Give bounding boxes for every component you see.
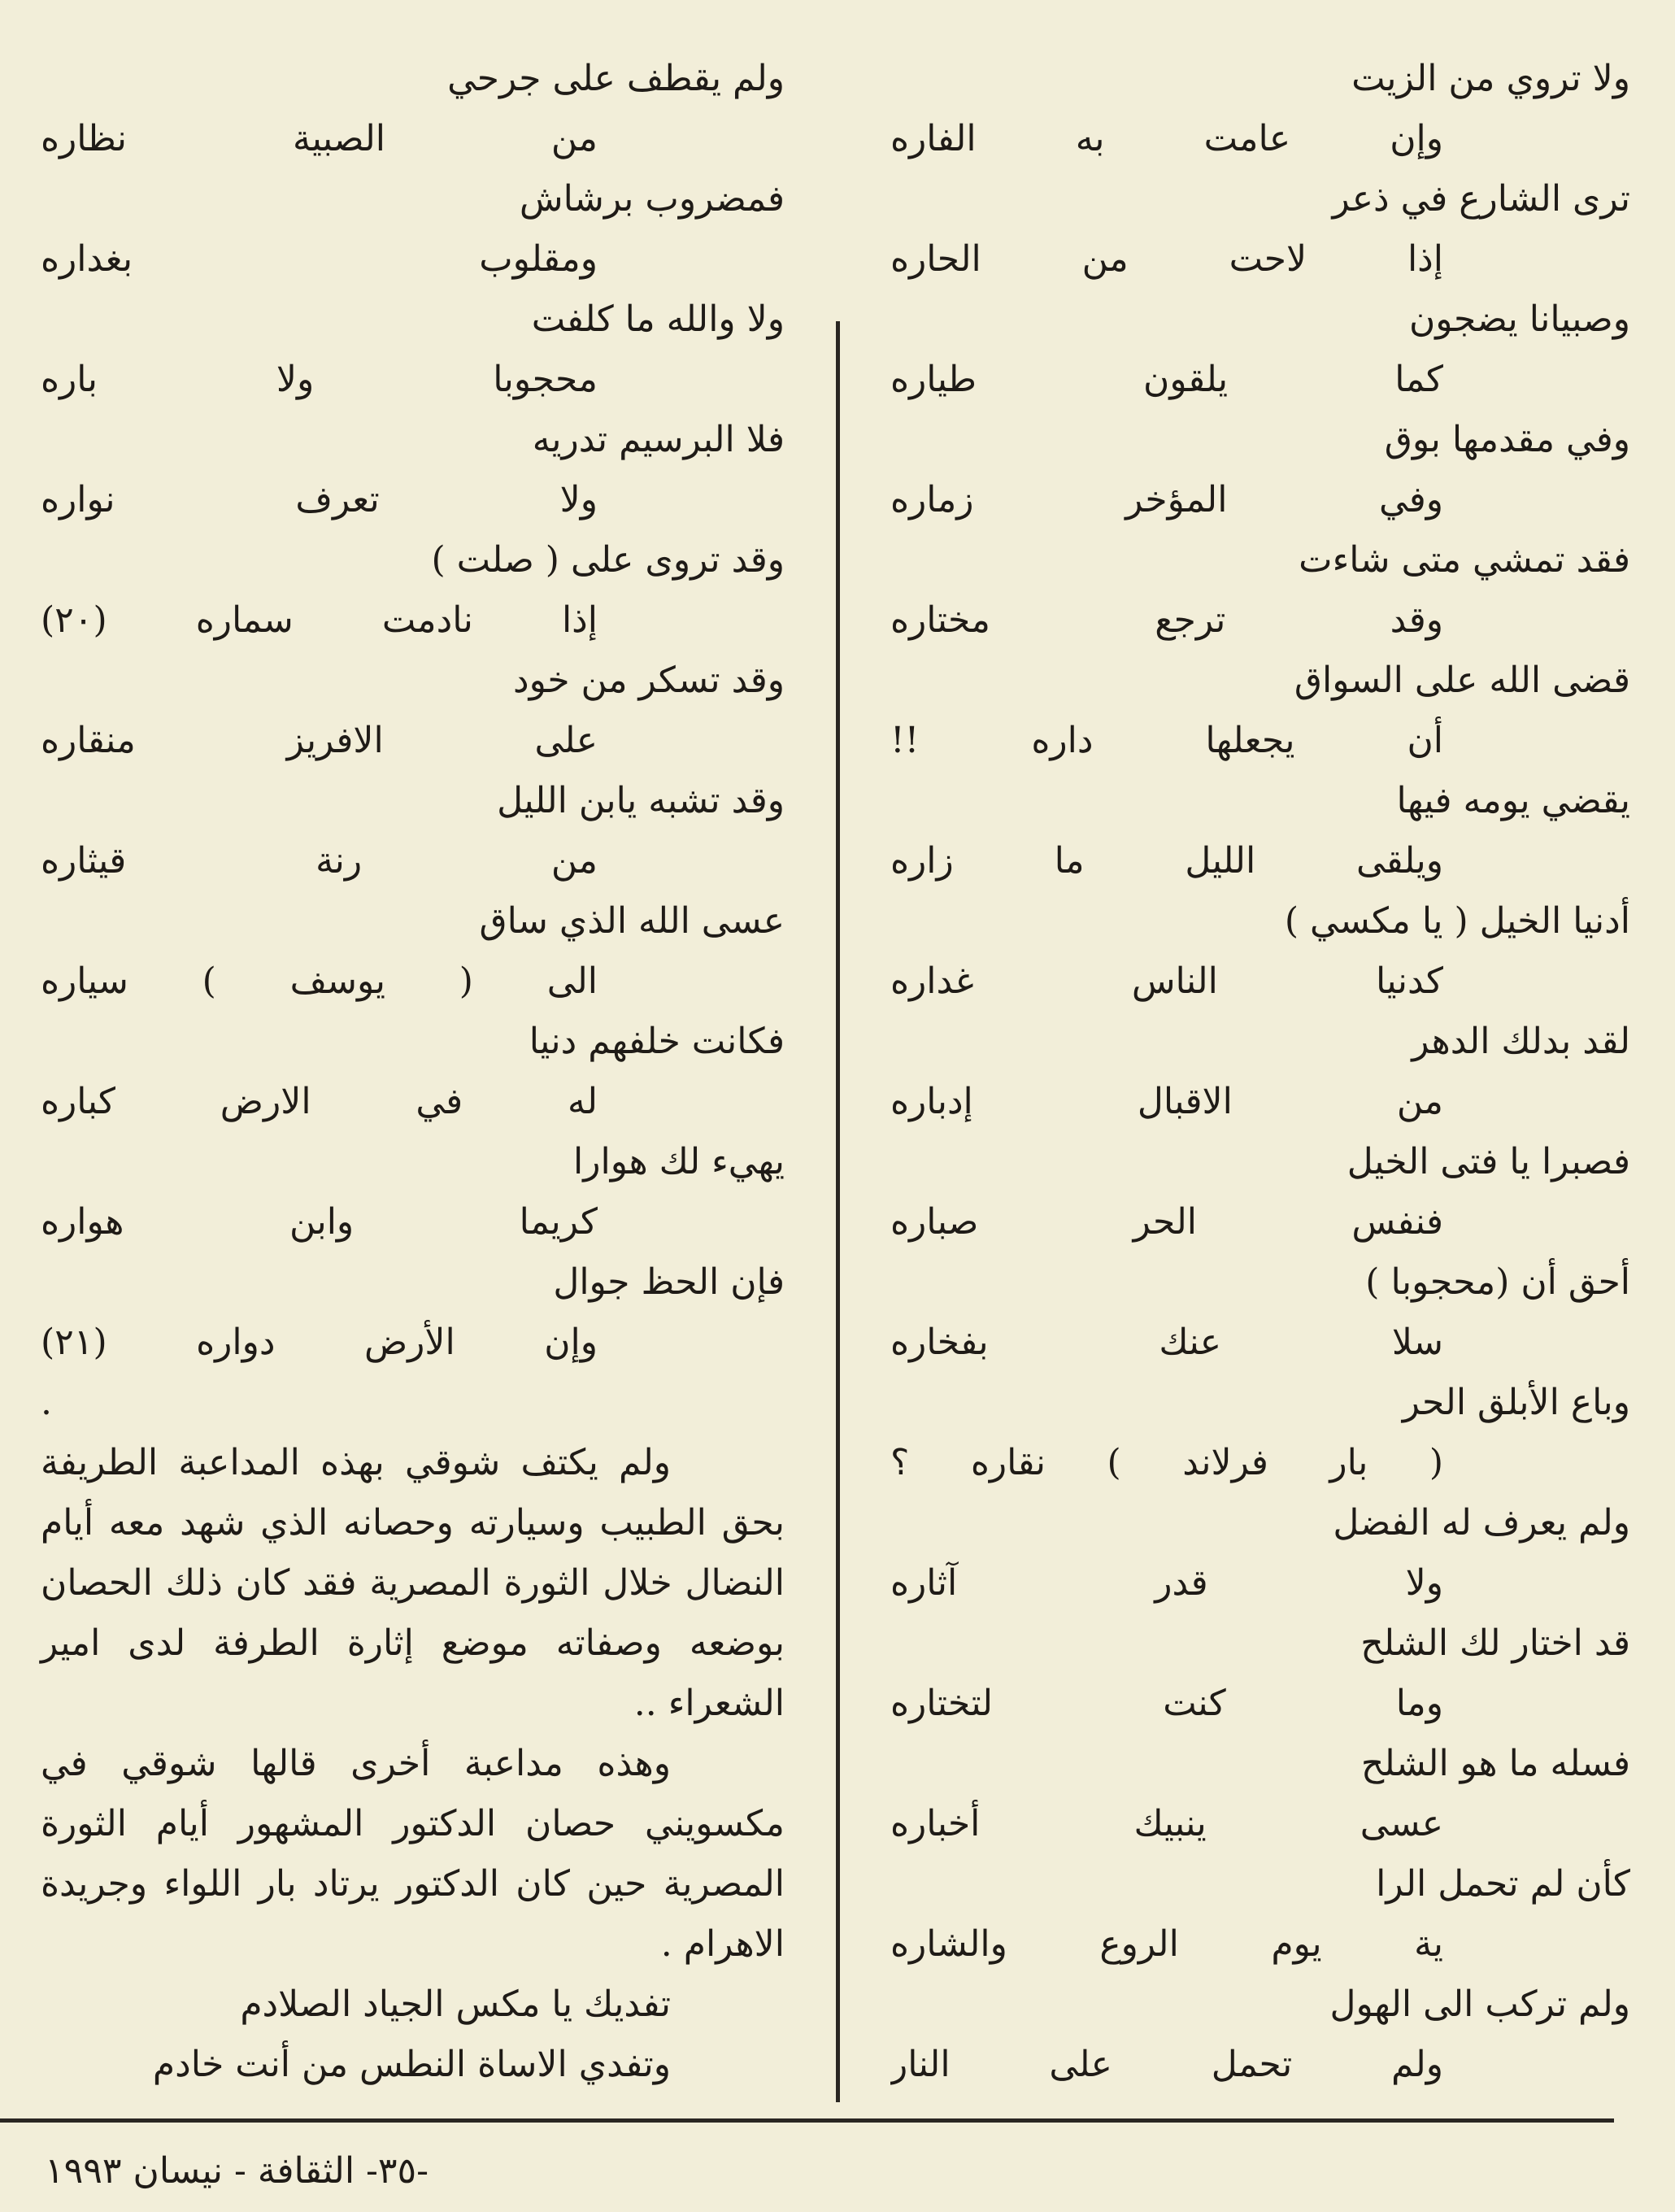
verse-first-hemistich: يهيء لك هوارا [573,1141,785,1182]
verse-first-hemistich: وقد تسكر من خود [513,660,785,701]
verse-second-hemistich: كريما وابن هواره [41,1201,598,1243]
verse-couplet [890,49,1630,169]
verse-second-hemistich: إذا لاحت من الحاره [890,238,1443,280]
verse-second-hemistich: ولا قدر آثاره [890,1562,1443,1604]
prose-block [41,1433,785,2095]
right-column [890,49,1630,2095]
verse-couplet [41,651,785,771]
verse-first-hemistich: فسله ما هو الشلح [1360,1743,1630,1784]
verse-first-hemistich: ترى الشارع في ذعر [1332,178,1630,220]
verse-couplet [890,410,1630,530]
verse-first-hemistich: وقد تروى على ( صلت ) [431,539,785,581]
verse-couplet [890,1613,1630,1734]
verse-second-hemistich: من رنة قيثاره [41,840,598,882]
verse-second-hemistich: وقد ترجع مختاره [890,599,1443,641]
verse-couplet [890,771,1630,891]
verse-first-hemistich: لقد بدلك الدهر [1412,1021,1630,1062]
page-footer: -٣٥- الثقافة - نيسان ١٩٩٣ [45,2150,429,2192]
verse-second-hemistich: ية يوم الروع والشاره [890,1923,1443,1965]
verse-couplet [41,771,785,891]
closing-verse-2: وتفدي الاساة النطس من أنت خادم [152,2044,671,2085]
verse-first-hemistich: وقد تشبه يابن الليل [497,780,785,821]
verse-couplet [890,290,1630,410]
verse-first-hemistich: ولا والله ما كلفت [531,298,785,340]
verse-second-hemistich: على الافريز منقاره [41,720,598,761]
verse-first-hemistich: وفي مقدمها بوق [1384,419,1630,460]
verse-couplet [890,1132,1630,1252]
verse-first-hemistich: ولم يقطف على جرحي [447,58,785,99]
verse-second-hemistich: وما كنت لتختاره [890,1683,1443,1724]
verse-second-hemistich: كما يلقون طياره [890,359,1443,400]
verse-first-hemistich: فصبرا يا فتى الخيل [1347,1141,1630,1182]
verse-couplet [890,651,1630,771]
verse-couplet [41,49,785,169]
verse-couplet [41,891,785,1012]
left-verses [41,49,785,1373]
verse-couplet [890,891,1630,1012]
prose-paragraph-2: وهذه مداعبة أخرى قالها شوقي في مكسويني حصان الدكتور المشهور أيام الثورة المصرية حين كان الدكتور يرتاد بار اللواء وجريدة الاهرام . [41,1743,785,1965]
bottom-rule [0,2118,1614,2123]
verse-second-hemistich: الى ( يوسف ) سياره [41,960,598,1002]
verse-couplet [41,169,785,290]
verse-couplet [890,1373,1630,1493]
verse-first-hemistich: أحق أن (محجوبا ) [1365,1261,1630,1303]
verse-first-hemistich: فقد تمشي متى شاءت [1299,539,1630,581]
verse-second-hemistich: ولا تعرف نواره [41,479,598,520]
verse-second-hemistich: من الصبية نظاره [41,118,598,159]
verse-second-hemistich: من الاقبال إدباره [890,1081,1443,1122]
verse-couplet [41,290,785,410]
verse-first-hemistich: فلا البرسيم تدريه [532,419,785,460]
verse-couplet [890,1975,1630,2095]
verse-first-hemistich: وصبيانا يضجون [1408,298,1630,340]
prose-paragraph-1: ولم يكتف شوقي بهذه المداعبة الطريفة بحق الطبيب وسيارته وحصانه الذي شهد معه أيام النضال خلال الثورة المصرية فقد كان ذلك الحصان بوضعه وصفاته موضع إثارة الطرفة لدى امير الشعراء .. [41,1442,785,1724]
verse-couplet [890,1012,1630,1132]
verse-second-hemistich: إذا نادمت سماره (٢٠) [41,599,598,641]
verse-first-hemistich: ولم يعرف له الفضل [1333,1502,1630,1544]
verse-first-hemistich: قضى الله على السواق [1294,660,1630,701]
verse-couplet [890,530,1630,651]
verse-first-hemistich: كأن لم تحمل الرا [1376,1863,1630,1905]
verse-first-hemistich: يقضي يومه فيها [1396,780,1630,821]
verse-couplet [890,1493,1630,1613]
separator-dot: . [41,1382,52,1423]
verse-couplet [41,530,785,651]
column-divider [836,321,840,2102]
verse-second-hemistich: فنفس الحر صباره [890,1201,1443,1243]
verse-second-hemistich: وإن الأرض دواره (٢١) [41,1322,598,1363]
verse-first-hemistich: فكانت خلفهم دنيا [529,1021,785,1062]
verse-couplet [890,1252,1630,1373]
verse-couplet [890,169,1630,290]
verse-couplet [41,410,785,530]
verse-first-hemistich: عسى الله الذي ساق [479,900,785,942]
verse-second-hemistich: وإن عامت به الفاره [890,118,1443,159]
verse-couplet [41,1012,785,1132]
verse-couplet [890,1734,1630,1854]
verse-second-hemistich: سلا عنك بفخاره [890,1322,1443,1363]
verse-first-hemistich: وباع الأبلق الحر [1402,1382,1630,1423]
closing-verse-1: تفديك يا مكس الجياد الصلادم [240,1983,671,2025]
left-column [41,49,785,2095]
verse-second-hemistich: وفي المؤخر زماره [890,479,1443,520]
verse-second-hemistich: محجوبا ولا باره [41,359,598,400]
verse-second-hemistich: ويلقى الليل ما زاره [890,840,1443,882]
verse-second-hemistich: ( بار فرلاند ) نقاره ؟ [890,1442,1443,1483]
verse-couplet [41,1252,785,1373]
verse-first-hemistich: ولم تركب الى الهول [1329,1983,1630,2025]
verse-second-hemistich: ولم تحمل على النار [890,2044,1443,2085]
verse-second-hemistich: ومقلوب بغداره [41,238,598,280]
verse-couplet [41,1132,785,1252]
verse-second-hemistich: كدنيا الناس غداره [890,960,1443,1002]
verse-couplet [890,1854,1630,1975]
verse-first-hemistich: فمضروب برشاش [519,178,785,220]
verse-first-hemistich: ولا تروي من الزيت [1351,58,1630,99]
verse-second-hemistich: له في الارض كباره [41,1081,598,1122]
verse-first-hemistich: أدنيا الخيل ( يا مكسي ) [1284,900,1630,942]
verse-first-hemistich: قد اختار لك الشلح [1360,1622,1630,1664]
verse-second-hemistich: أن يجعلها داره !! [890,720,1443,761]
verse-second-hemistich: عسى ينبيك أخباره [890,1803,1443,1844]
verse-first-hemistich: فإن الحظ جوال [553,1261,785,1303]
